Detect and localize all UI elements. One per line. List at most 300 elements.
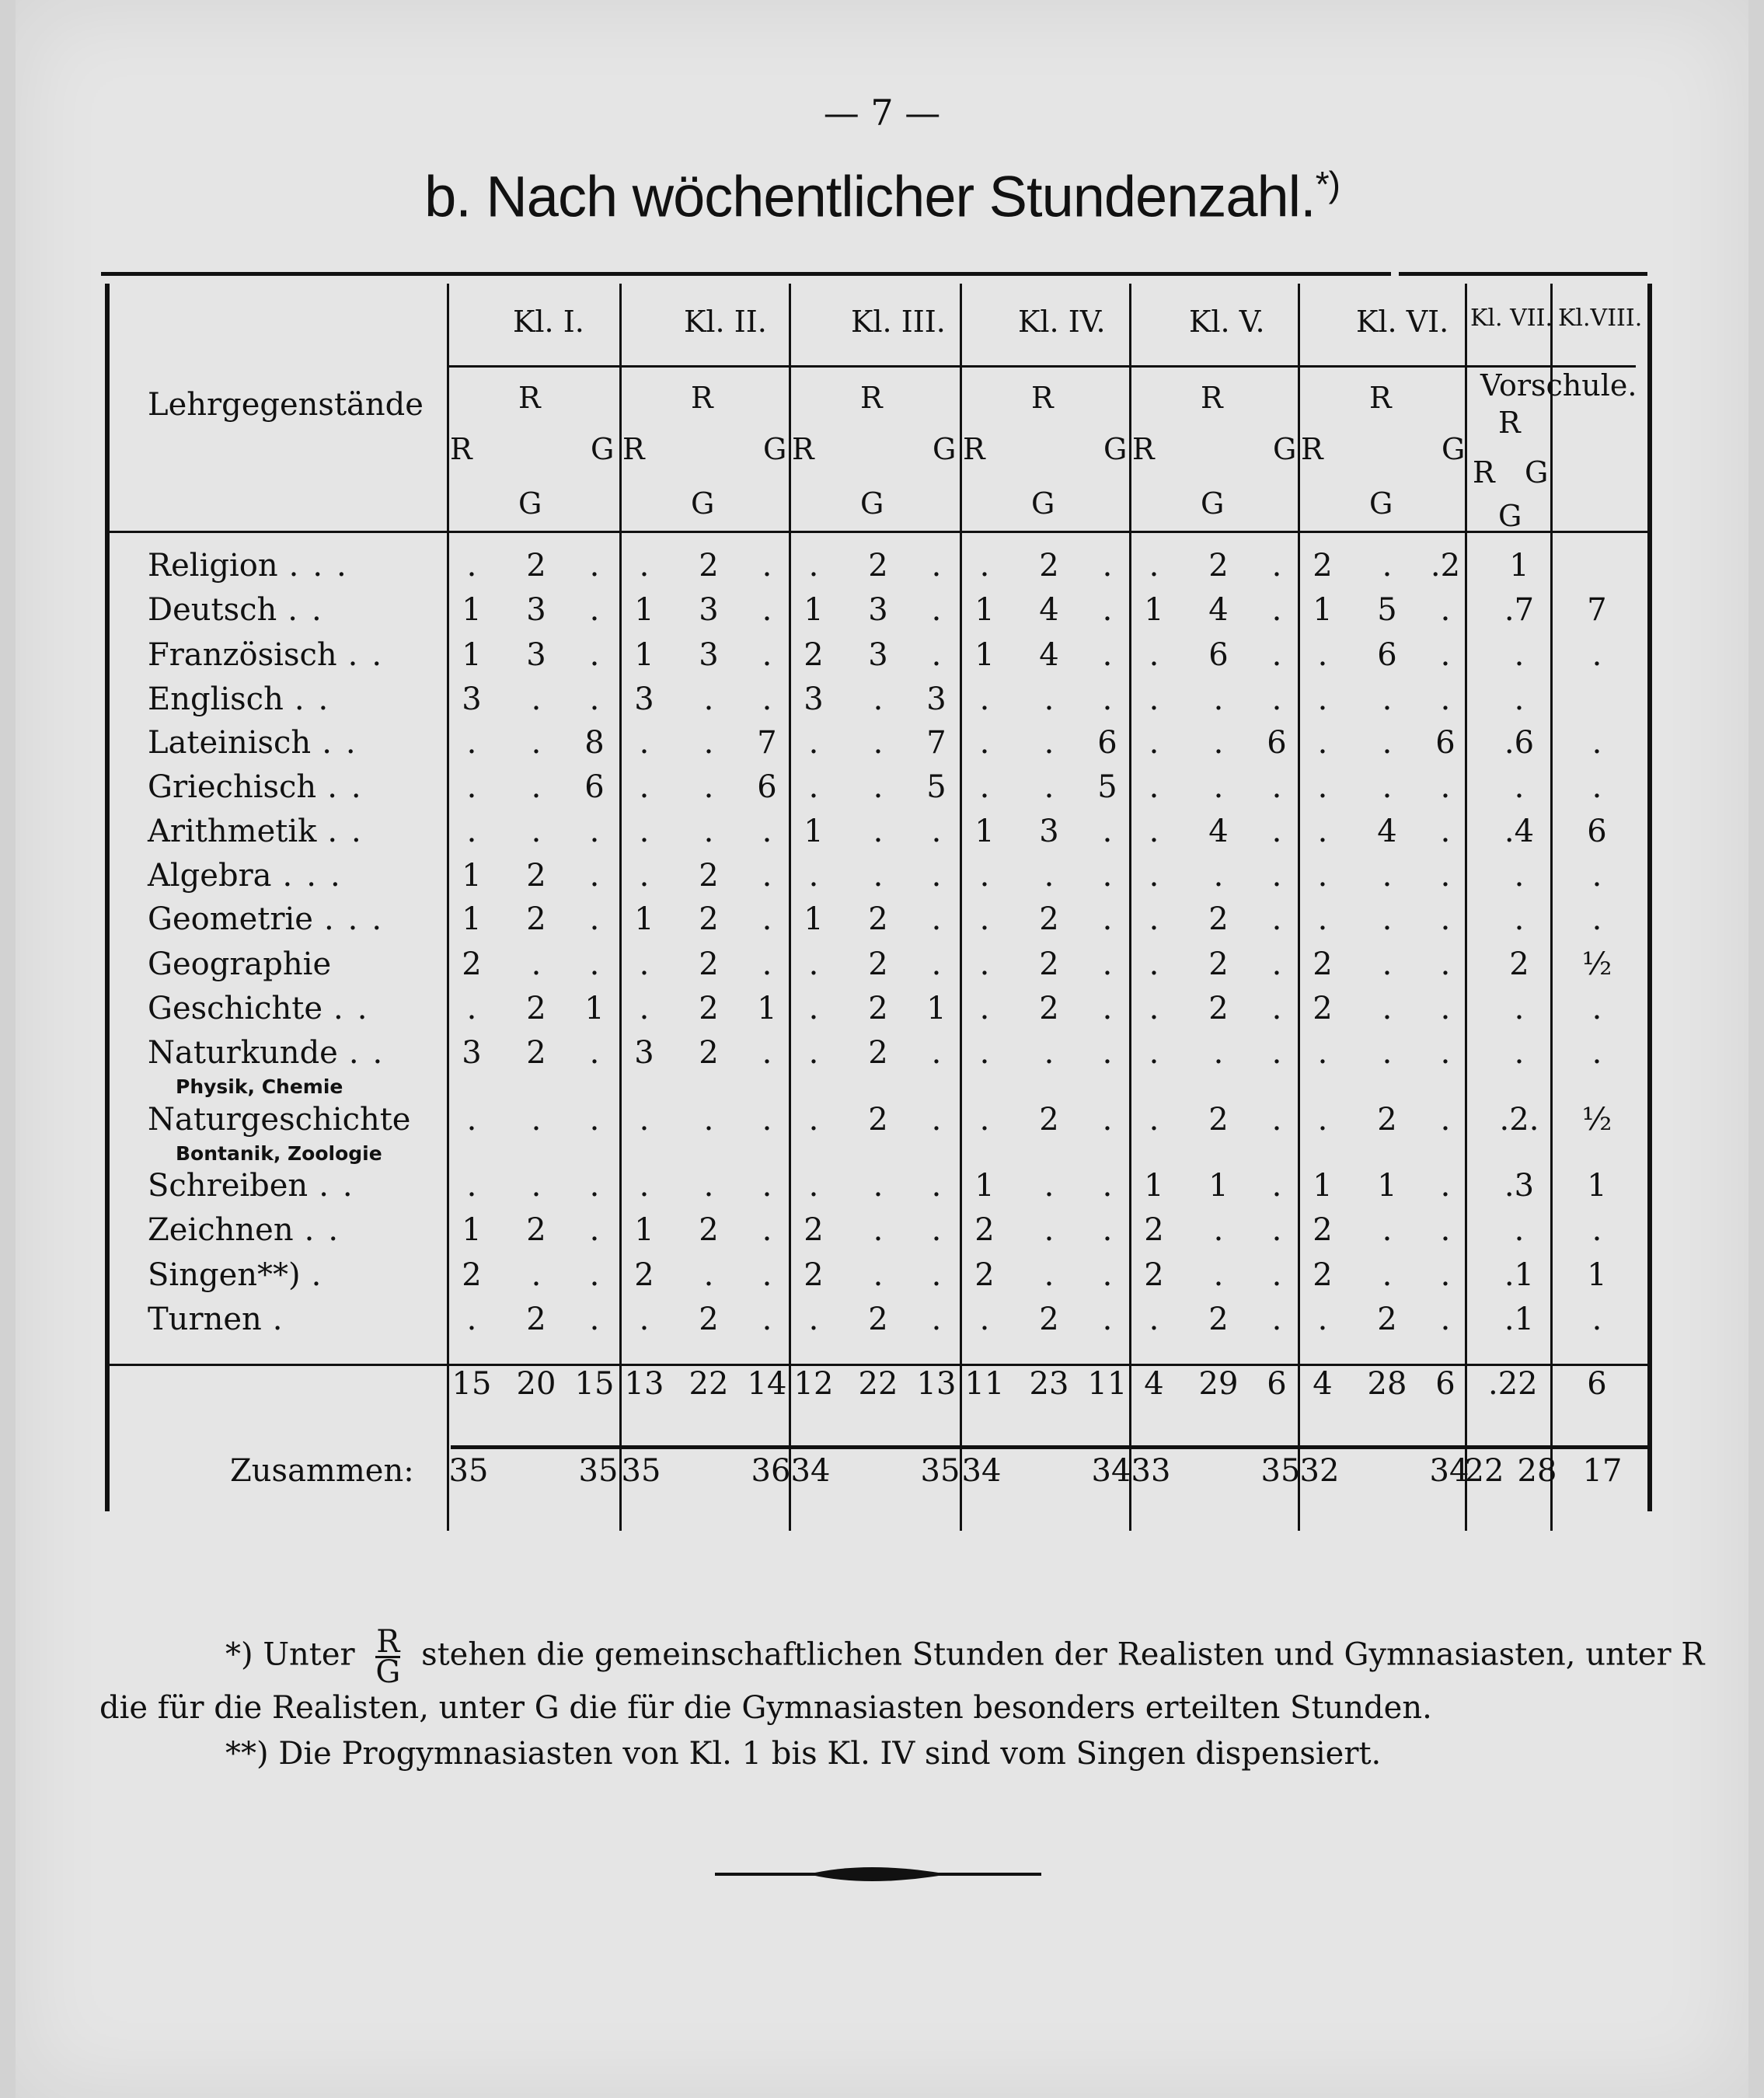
table-cell: 1 — [462, 592, 482, 628]
table-cell: 2 — [868, 1102, 888, 1138]
table-cell: . — [1514, 637, 1525, 673]
table-cell: . — [931, 1302, 942, 1337]
table-cell: . — [1317, 1035, 1328, 1071]
table-cell: . — [1102, 681, 1113, 717]
subject-label — [148, 858, 354, 894]
table-cell: 2 — [1313, 946, 1333, 982]
subject-name: Geographie — [148, 946, 332, 982]
table-cell: . — [1102, 1102, 1113, 1138]
table-cell: . — [873, 769, 884, 805]
table-cell: . — [639, 814, 650, 849]
table-cell: 2 — [868, 1035, 888, 1071]
table-cell: . — [1382, 1212, 1393, 1248]
table-cell: . — [589, 1168, 600, 1204]
zusammen-rule — [451, 1445, 1647, 1449]
table-cell: . — [1102, 548, 1113, 584]
table-cell: 2 — [526, 858, 546, 894]
subject-label — [148, 592, 336, 628]
table-cell: . — [703, 814, 714, 849]
table-cell: . — [1591, 1035, 1602, 1071]
class-header: Kl. V. — [1189, 305, 1265, 339]
table-cell: 2 — [1377, 1102, 1397, 1138]
table-cell: . — [589, 1302, 600, 1337]
table-cell: . — [1440, 1035, 1451, 1071]
table-cell: . — [1514, 858, 1525, 894]
table-cell: 2 — [868, 946, 888, 982]
table-cell: . — [639, 1102, 650, 1138]
table-cell: . — [1591, 637, 1602, 673]
header-r: R — [622, 432, 645, 466]
table-cell: . — [1271, 901, 1282, 937]
subject-label — [148, 991, 381, 1026]
table-cell: 1 — [804, 592, 824, 628]
table-cell: . — [1382, 901, 1393, 937]
zusammen-cell: 35 — [448, 1453, 489, 1489]
table-cell: . — [1271, 548, 1282, 584]
table-cell: . — [1440, 592, 1451, 628]
column-line — [619, 284, 622, 1531]
table-cell: . — [1149, 901, 1159, 937]
table-cell: .7 — [1504, 592, 1535, 628]
table-cell: 2 — [462, 1257, 482, 1293]
header-r-common: R — [1201, 381, 1223, 415]
table-cell: . — [1591, 1302, 1602, 1337]
table-cell: 2 — [526, 1212, 546, 1248]
header-g: G — [763, 432, 787, 466]
zusammen-cell: 28 — [1517, 1453, 1557, 1489]
table-cell: . — [1382, 858, 1393, 894]
table-cell: 5 — [926, 769, 946, 805]
table-cell: 1 — [1313, 592, 1333, 628]
title-footnote-mark: *) — [1315, 164, 1340, 204]
leader-dots: .. — [327, 814, 375, 849]
table-cell: . — [1271, 1212, 1282, 1248]
table-cell: . — [931, 858, 942, 894]
table-cell: 2 — [699, 1212, 719, 1248]
table-cell: . — [979, 1102, 990, 1138]
table-cell: . — [808, 1168, 819, 1204]
total-cell: 14 — [747, 1366, 787, 1402]
table-cell: 1 — [1377, 1168, 1397, 1204]
class-header-rule — [447, 365, 1636, 368]
table-cell: 1 — [804, 901, 824, 937]
table-cell: 2 — [1144, 1212, 1164, 1248]
footnote-1-start: *) Unter — [225, 1636, 355, 1673]
header-g-common: G — [518, 486, 542, 521]
header-g: G — [1273, 432, 1297, 466]
header-r: R — [963, 432, 985, 466]
table-cell: 2 — [699, 1035, 719, 1071]
table-cell: . — [1440, 858, 1451, 894]
table-cell: . — [979, 681, 990, 717]
table-cell: 1 — [1509, 548, 1529, 584]
table-cell: 2 — [804, 637, 824, 673]
table-cell: . — [589, 681, 600, 717]
subject-name: Deutsch — [148, 592, 277, 628]
leader-dots: .. — [327, 769, 375, 805]
table-cell: 2 — [1377, 1302, 1397, 1337]
table-cell: 1 — [974, 1168, 995, 1204]
table-cell: . — [1149, 858, 1159, 894]
table-cell: 6 — [1097, 725, 1117, 761]
column-line — [1298, 284, 1300, 1531]
table-cell: . — [1317, 681, 1328, 717]
zusammen-cell: 35 — [578, 1453, 619, 1489]
table-cell: . — [1102, 1212, 1113, 1248]
table-cell: 2 — [1313, 548, 1333, 584]
page-number: — 7 — — [823, 92, 941, 134]
zusammen-cell: 35 — [920, 1453, 960, 1489]
table-cell: . — [1271, 1035, 1282, 1071]
table-cell: 1 — [1144, 592, 1164, 628]
table-cell: . — [466, 725, 477, 761]
table-cell: . — [1317, 637, 1328, 673]
table-cell: . — [808, 548, 819, 584]
table-cell: 2 — [1039, 1102, 1059, 1138]
zusammen-cell: 36 — [751, 1453, 791, 1489]
table-cell: 2 — [699, 991, 719, 1026]
leader-dots: .. — [288, 592, 336, 628]
table-cell: . — [1149, 725, 1159, 761]
total-cell: 13 — [916, 1366, 957, 1402]
table-cell: . — [762, 858, 772, 894]
column-line — [1129, 284, 1131, 1531]
table-cell: . — [589, 592, 600, 628]
table-cell: 1 — [757, 991, 777, 1026]
total-cell: .22 — [1488, 1366, 1538, 1402]
vorschule-g-common: G — [1498, 499, 1522, 533]
table-cell: . — [639, 1168, 650, 1204]
table-cell: 6 — [1377, 637, 1397, 673]
table-cell: . — [1317, 901, 1328, 937]
table-cell: . — [466, 814, 477, 849]
table-cell: . — [931, 1035, 942, 1071]
zusammen-cell: 35 — [621, 1453, 661, 1489]
total-cell: 22 — [858, 1366, 898, 1402]
table-cell: . — [1102, 991, 1113, 1026]
subject-name: Englisch — [148, 681, 284, 717]
table-cell: 2 — [1039, 548, 1059, 584]
subject-label — [148, 814, 375, 849]
table-cell: . — [1317, 814, 1328, 849]
subject-label — [148, 1212, 352, 1248]
footnote-fraction — [375, 1624, 401, 1690]
table-cell: 6 — [584, 769, 605, 805]
table-cell: . — [1044, 769, 1055, 805]
table-cell: . — [589, 1212, 600, 1248]
subject-label — [148, 637, 396, 673]
total-cell: 28 — [1367, 1366, 1407, 1402]
table-cell: 2 — [1313, 1212, 1333, 1248]
table-cell: 3 — [804, 681, 824, 717]
table-cell: . — [1382, 681, 1393, 717]
table-cell: . — [589, 1102, 600, 1138]
table-cell: 2 — [804, 1212, 824, 1248]
vorschule-header: Vorschule. — [1480, 368, 1637, 403]
table-cell: . — [762, 681, 772, 717]
table-cell: . — [931, 548, 942, 584]
subject-name: Lateinisch — [148, 725, 312, 761]
table-cell: . — [931, 592, 942, 628]
table-cell: . — [1044, 1035, 1055, 1071]
table-cell: . — [1591, 901, 1602, 937]
table-cell: . — [1591, 991, 1602, 1026]
table-cell: . — [808, 1302, 819, 1337]
subject-label — [148, 946, 331, 982]
table-cell: . — [808, 991, 819, 1026]
table-cell: . — [1382, 946, 1393, 982]
subject-label — [148, 1035, 396, 1071]
table-cell: . — [1271, 1302, 1282, 1337]
table-cell: . — [531, 769, 542, 805]
table-cell: . — [703, 681, 714, 717]
table-cell: . — [1271, 1257, 1282, 1293]
table-cell: . — [1514, 1212, 1525, 1248]
leader-dots: .. — [294, 681, 343, 717]
header-r-common: R — [860, 381, 883, 415]
table-cell: . — [639, 769, 650, 805]
table-cell: 2 — [1144, 1257, 1164, 1293]
table-cell: 2 — [1208, 1102, 1229, 1138]
table-cell: . — [808, 725, 819, 761]
table-cell: . — [1440, 1302, 1451, 1337]
zusammen-cell: 32 — [1299, 1453, 1340, 1489]
table-cell: . — [931, 1168, 942, 1204]
table-cell: . — [762, 1035, 772, 1071]
table-cell: 1 — [974, 637, 995, 673]
table-cell: . — [1102, 1302, 1113, 1337]
subject-name: Singen**) — [148, 1257, 301, 1293]
vorschule-r-common: R — [1498, 406, 1521, 440]
table-cell: . — [1102, 1168, 1113, 1204]
table-cell: . — [1102, 858, 1113, 894]
table-cell: . — [762, 946, 772, 982]
table-cell: . — [1271, 769, 1282, 805]
table-cell: . — [1213, 681, 1224, 717]
total-cell: 6 — [1587, 1366, 1607, 1402]
table-cell: . — [1382, 769, 1393, 805]
table-cell: 2 — [974, 1212, 995, 1248]
table-cell: . — [639, 858, 650, 894]
header-g: G — [933, 432, 957, 466]
table-cell: . — [1149, 681, 1159, 717]
table-cell: . — [1317, 1302, 1328, 1337]
table-cell: . — [1271, 1102, 1282, 1138]
top-rule — [101, 272, 1391, 276]
header-g: G — [1442, 432, 1466, 466]
table-cell: . — [1213, 858, 1224, 894]
table-cell: . — [808, 1035, 819, 1071]
table-cell: . — [808, 1102, 819, 1138]
subject-name: Naturkunde — [148, 1035, 338, 1071]
table-cell: 1 — [462, 858, 482, 894]
table-cell: . — [466, 1302, 477, 1337]
table-cell: . — [589, 901, 600, 937]
table-cell: 2 — [1208, 991, 1229, 1026]
table-cell: 2 — [1039, 946, 1059, 982]
table-cell: 2 — [1039, 1302, 1059, 1337]
table-cell: 2 — [699, 901, 719, 937]
table-cell: . — [589, 814, 600, 849]
table-cell: . — [1271, 637, 1282, 673]
total-cell: 15 — [451, 1366, 492, 1402]
header-r: R — [1301, 432, 1323, 466]
subject-name: Schreiben — [148, 1168, 309, 1204]
table-cell: 3 — [634, 681, 654, 717]
header-g-common: G — [860, 486, 884, 521]
table-cell: . — [762, 901, 772, 937]
table-cell: 1 — [974, 814, 995, 849]
table-cell: . — [979, 548, 990, 584]
class-header: Kl. VI. — [1356, 305, 1449, 339]
table-cell: 1 — [584, 991, 605, 1026]
table-cell: ½ — [1581, 946, 1612, 982]
table-cell: . — [1213, 1257, 1224, 1293]
subject-name: Naturgeschichte — [148, 1102, 411, 1138]
subject-note: Physik, Chemie — [176, 1075, 343, 1098]
table-cell: 1 — [462, 901, 482, 937]
header-g: G — [1103, 432, 1128, 466]
table-cell: . — [1044, 1168, 1055, 1204]
subject-label — [148, 901, 396, 937]
table-cell: . — [873, 1168, 884, 1204]
total-cell: 6 — [1435, 1366, 1455, 1402]
table-cell: 2 — [804, 1257, 824, 1293]
table-cell: 2 — [868, 901, 888, 937]
total-cell: 29 — [1198, 1366, 1239, 1402]
table-cell: . — [589, 946, 600, 982]
table-cell: 3 — [699, 637, 719, 673]
table-cell: . — [1271, 858, 1282, 894]
table-cell: . — [931, 1212, 942, 1248]
table-cell: . — [703, 1168, 714, 1204]
table-cell: . — [703, 1102, 714, 1138]
fraction-g: G — [375, 1654, 401, 1690]
table-cell: 4 — [1377, 814, 1397, 849]
leader-dots: . — [272, 1302, 297, 1337]
table-cell: 3 — [699, 592, 719, 628]
column-line — [1465, 284, 1467, 1531]
table-cell: 5 — [1377, 592, 1397, 628]
table-cell: . — [979, 1302, 990, 1337]
table-cell: . — [1440, 1168, 1451, 1204]
table-cell: .1 — [1504, 1257, 1535, 1293]
subject-label — [148, 725, 370, 761]
table-cell: . — [1440, 814, 1451, 849]
table-cell: . — [762, 1257, 772, 1293]
total-cell: 20 — [516, 1366, 556, 1402]
table-cell: . — [1102, 814, 1113, 849]
table-cell: . — [979, 991, 990, 1026]
column-line — [960, 284, 962, 1531]
table-cell: 2 — [1313, 991, 1333, 1026]
table-cell: 3 — [462, 1035, 482, 1071]
subject-name: Arithmetik — [148, 814, 317, 849]
table-cell: 6 — [757, 769, 777, 805]
table-cell: . — [1382, 1035, 1393, 1071]
zusammen-cell: 17 — [1582, 1453, 1623, 1489]
table-cell: . — [1102, 592, 1113, 628]
table-cell: 1 — [462, 1212, 482, 1248]
table-cell: . — [762, 1168, 772, 1204]
table-cell: . — [1440, 991, 1451, 1026]
table-cell: . — [1044, 1257, 1055, 1293]
table-cell: . — [703, 769, 714, 805]
table-cell: 3 — [1039, 814, 1059, 849]
table-cell: . — [1102, 1257, 1113, 1293]
header-g-common: G — [1031, 486, 1055, 521]
table-cell: .4 — [1504, 814, 1535, 849]
table-cell: 2 — [1039, 901, 1059, 937]
footnote-1 — [225, 1624, 1705, 1690]
leader-dots: .. — [304, 1212, 353, 1248]
zusammen-label: Zusammen: — [230, 1453, 414, 1489]
table-cell: . — [1102, 637, 1113, 673]
table-cell: 2 — [974, 1257, 995, 1293]
table-cell: . — [1440, 637, 1451, 673]
table-cell: . — [1044, 858, 1055, 894]
table-cell: . — [762, 637, 772, 673]
table-cell: . — [531, 725, 542, 761]
column-line — [447, 284, 449, 1531]
header-bottom-rule — [105, 531, 1647, 533]
table-cell: 1 — [926, 991, 946, 1026]
table-cell: . — [1044, 725, 1055, 761]
table-cell: . — [873, 1212, 884, 1248]
table-cell: . — [931, 1102, 942, 1138]
table-cell: . — [531, 681, 542, 717]
table-cell: . — [762, 1212, 772, 1248]
subject-name: Griechisch — [148, 769, 317, 805]
table-cell: . — [1044, 1212, 1055, 1248]
table-cell: . — [1591, 769, 1602, 805]
table-cell: 2 — [1208, 1302, 1229, 1337]
header-r: R — [450, 432, 472, 466]
table-cell: . — [1514, 991, 1525, 1026]
subject-label — [148, 681, 342, 717]
table-cell: . — [1149, 1302, 1159, 1337]
table-cell: . — [466, 991, 477, 1026]
table-cell: . — [1213, 1212, 1224, 1248]
table-cell: 1 — [974, 592, 995, 628]
total-cell: 11 — [1087, 1366, 1128, 1402]
subject-label — [148, 1168, 367, 1204]
table-cell: 2 — [1208, 901, 1229, 937]
table-cell: 3 — [526, 637, 546, 673]
table-cell: 2 — [526, 548, 546, 584]
table-cell: .1 — [1504, 1302, 1535, 1337]
footnote-1-end: stehen die gemeinschaftlichen Stunden der Realisten und Gymnasiasten, unter R — [421, 1636, 1705, 1673]
table-cell: 1 — [634, 592, 654, 628]
table-cell: . — [1102, 946, 1113, 982]
table-cell: 6 — [1208, 637, 1229, 673]
table-cell: 3 — [926, 681, 946, 717]
table-cell: . — [639, 946, 650, 982]
table-cell: . — [639, 725, 650, 761]
table-cell: . — [1271, 946, 1282, 982]
subject-name: Geometrie — [148, 901, 313, 937]
table-cell: . — [531, 814, 542, 849]
table-cell: . — [531, 946, 542, 982]
table-cell: 1 — [634, 901, 654, 937]
leader-dots: .. — [347, 637, 396, 673]
table-cell: 3 — [526, 592, 546, 628]
table-cell: .6 — [1504, 725, 1535, 761]
table-cell: . — [703, 1257, 714, 1293]
table-cell: 3 — [462, 681, 482, 717]
leader-dots: ... — [282, 858, 354, 894]
class-header: Kl. II. — [684, 305, 767, 339]
